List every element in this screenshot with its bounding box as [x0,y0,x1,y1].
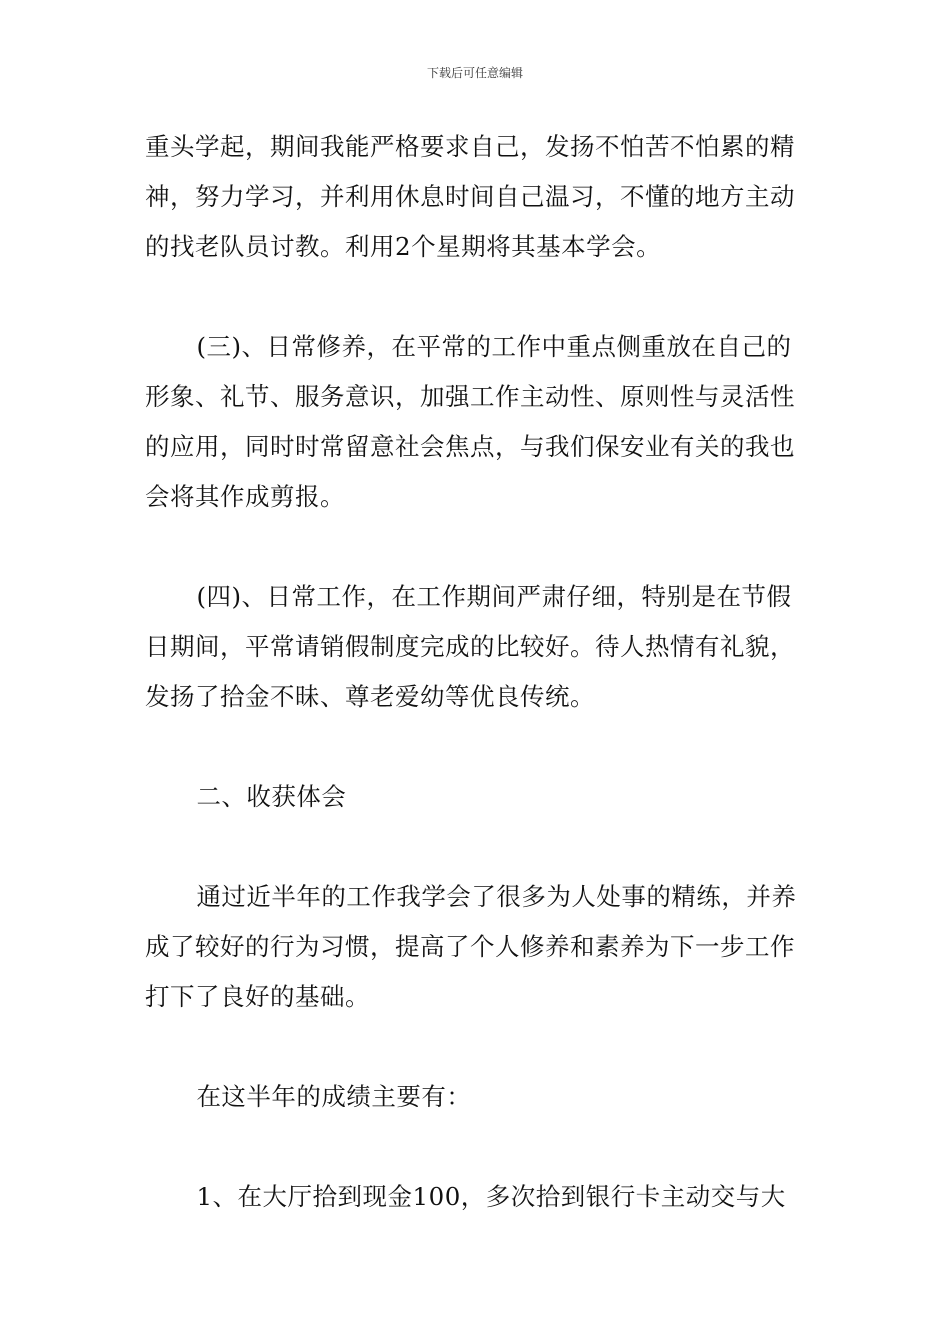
paragraph-gap [145,272,810,322]
paragraph-gap [145,522,810,572]
paragraph-achievement-1: 1、在大厅拾到现金100，多次拾到银行卡主动交与大 [196,1182,786,1211]
paragraph-gains: 通过近半年的工作我学会了很多为人处事的精练，并养成了较好的行为习惯，提高了个人修养和素养为下一步工作打下了良好的基础。 [145,882,797,1011]
paragraph-cultivation: (三)、日常修养，在平常的工作中重点侧重放在自己的形象、礼节、服务意识，加强工作主动性、原则性与灵活性的应用，同时时常留意社会焦点，与我们保安业有关的我也会将其作成剪报。 [145,332,795,511]
paragraph-study: 重头学起，期间我能严格要求自己，发扬不怕苦不怕累的精神，努力学习，并利用休息时间自己温习，不懂的地方主动的找老队员讨教。利用2个星期将其基本学会。 [145,132,795,261]
paragraph-gap [145,822,810,872]
paragraph-gap [145,1022,810,1072]
paragraph-achievements-intro: 在这半年的成绩主要有： [196,1082,472,1111]
section-heading-gains: 二、收获体会 [196,782,347,811]
page-header: 下载后可任意编辑 [426,66,523,80]
paragraph-gap [145,722,810,772]
paragraph-daily-work: (四)、日常工作，在工作期间严肃仔细，特别是在节假日期间，平常请销假制度完成的比较好。待人热情有礼貌，发扬了拾金不昧、尊老爱幼等优良传统。 [145,582,795,711]
document-body [145,122,810,1222]
paragraph-gap [145,1122,810,1172]
